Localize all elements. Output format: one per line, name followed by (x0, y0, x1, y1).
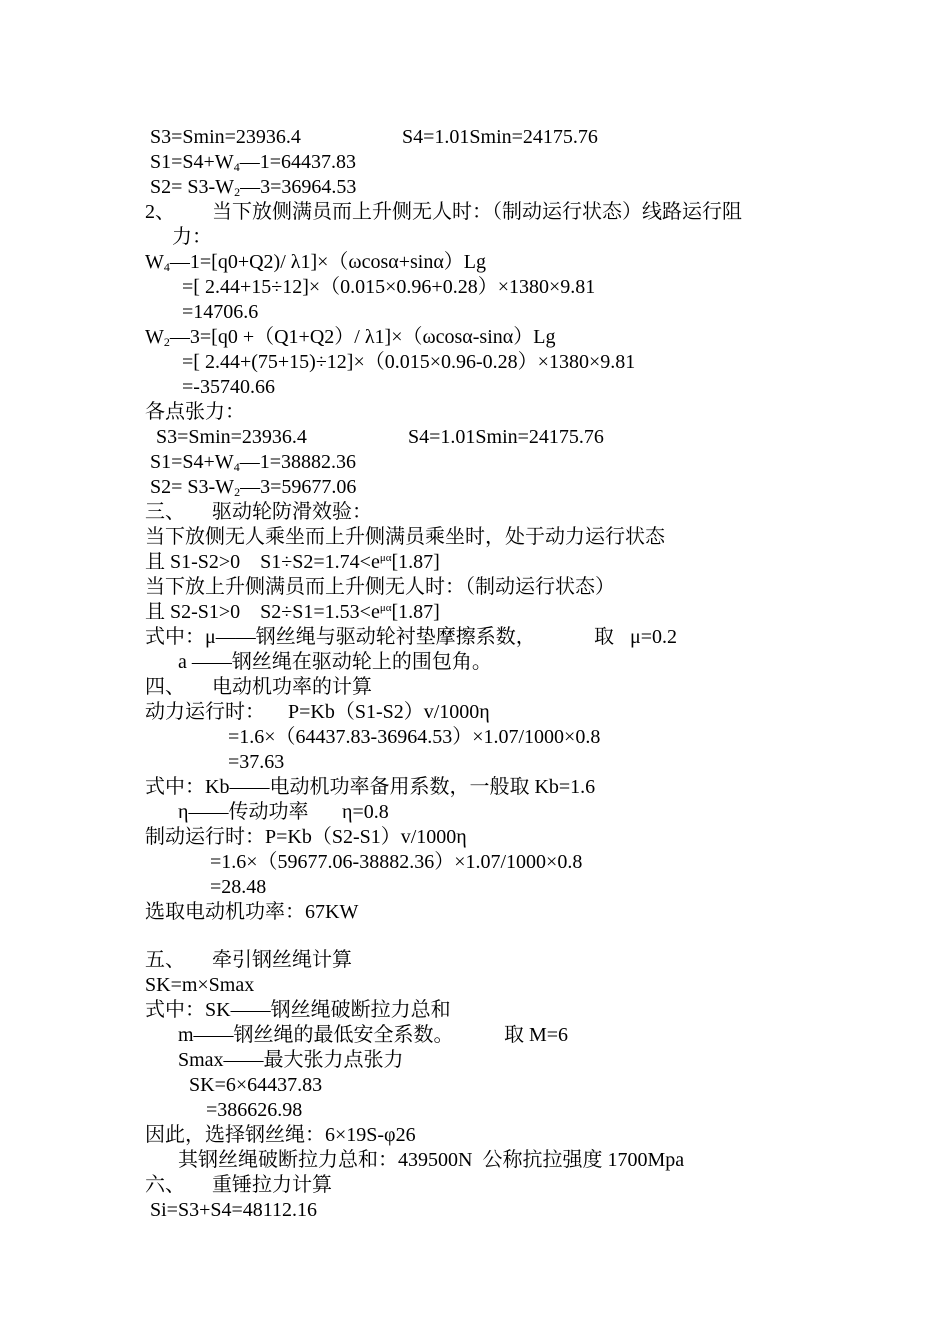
line-s3-smin-2: S3=Smin=23936.4 (156, 426, 307, 448)
line-s1-formula-2: $S1=S4+W_4—1=38882.36$ (150, 451, 356, 474)
line-power-run-substitution: =1.6×（64437.83-36964.53）×1.07/1000×0.8 (228, 726, 601, 748)
line-w2-result: =-35740.66 (182, 376, 275, 398)
line-w4-result: =14706.6 (182, 301, 259, 323)
line-m-definition: m——钢丝绳的最低安全系数。 (178, 1024, 454, 1046)
line-sk-result: =386626.98 (206, 1099, 303, 1121)
line-braking-state-heading: 当下放侧满员而上升侧无人时：（制动运行状态）线路运行阻 (212, 201, 742, 223)
line-kb-definition: 式中：Kb——电动机功率备用系数，一般取 Kb=1.6 (145, 776, 596, 798)
line-rope-selection: 因此，选择钢丝绳：6×19S-φ26 (145, 1124, 416, 1146)
line-sk-formula: SK=m×Smax (145, 974, 255, 996)
line-s1-formula: $S1=S4+W_4—1=64437.83$ (150, 151, 356, 174)
line-wrap-angle-definition: a ——钢丝绳在驱动轮上的围包角。 (178, 651, 492, 673)
line-power-run-label: 动力运行时： (145, 701, 265, 723)
section-heading-rope-calc: 牵引钢丝绳计算 (212, 949, 352, 971)
line-m-value: 取 M=6 (504, 1024, 569, 1046)
line-braking-state-heading-cont: 力： (172, 226, 212, 248)
line-w2-formula: $W_2—3=[q0 +(Q1+Q2)/$ λ1]×（ωcosα-sinα）Lg (145, 326, 556, 349)
line-s2-formula-2: $S2= S3-W_2—3=59677.06$ (150, 476, 357, 499)
line-w4-formula: $W_4—1=[q0+Q2)/$ λ1]×（ωcosα+sinα）Lg (145, 251, 487, 274)
line-si-formula: Si=S3+S4=48112.16 (150, 1199, 318, 1221)
line-s3-smin: S3=Smin=23936.4 (150, 126, 301, 148)
line-rope-breaking-force: 其钢丝绳破断拉力总和：439500N 公称抗拉强度 1700Mpa (178, 1149, 685, 1171)
line-w4-substitution: =[ 2.44+15÷12]×（0.015×0.96+0.28）×1380×9.81 (182, 276, 596, 298)
line-power-state-desc: 当下放侧无人乘坐而上升侧满员乘坐时，处于动力运行状态 (145, 526, 665, 548)
line-braking-state-desc: 当下放上升侧满员而上升侧无人时：（制动运行状态） (145, 576, 615, 598)
line-brake-run-formula: 制动运行时：P=Kb（S2-S1）v/1000η (145, 826, 467, 848)
section-heading-antislip: 驱动轮防滑效验： (212, 501, 372, 523)
line-smax-definition: Smax——最大张力点张力 (178, 1049, 404, 1071)
line-s4-smin-2: S4=1.01Smin=24175.76 (408, 426, 604, 448)
line-selected-motor-power: 选取电动机功率：67KW (145, 901, 359, 923)
line-power-run-formula: P=Kb（S1-S2）v/1000η (288, 701, 490, 723)
line-sk-definition: 式中：SK——钢丝绳破断拉力总和 (145, 999, 451, 1021)
line-s4-smin: S4=1.01Smin=24175.76 (402, 126, 598, 148)
section-number-3: 三、 (145, 501, 185, 523)
section-heading-motor-power: 电动机功率的计算 (212, 676, 372, 698)
line-mu-take: 取 (594, 626, 614, 648)
item-number-2: 2、 (145, 201, 175, 223)
line-sk-substitution: SK=6×64437.83 (189, 1074, 323, 1096)
section-number-5: 五、 (145, 949, 185, 971)
line-mu-value: μ=0.2 (630, 626, 678, 648)
section-heading-weight-tension: 重锤拉力计算 (212, 1174, 332, 1196)
line-eta-definition: η——传动功率 (178, 801, 309, 823)
line-w2-substitution: =[ 2.44+(75+15)÷12]×（0.015×0.96-0.28）×1380×9.81 (182, 351, 636, 373)
line-ratio-check-1: 且 S1-S2>0 $S1\div S2=1.74<e^{\mu\alpha}[1.87]$ (145, 551, 440, 573)
line-power-run-result: =37.63 (228, 751, 285, 773)
section-number-4: 四、 (145, 676, 185, 698)
line-eta-value: η=0.8 (342, 801, 389, 823)
line-ratio-check-2: 且 S2-S1>0 $S2\div S1=1.53<e^{\mu\alpha}[1.87]$ (145, 601, 440, 623)
line-tension-heading: 各点张力： (145, 401, 245, 423)
line-s2-formula: $S2= S3-W_2—3=36964.53$ (150, 176, 357, 199)
line-mu-definition: 式中：μ——钢丝绳与驱动轮衬垫摩擦系数， (145, 626, 536, 648)
section-number-6: 六、 (145, 1174, 185, 1196)
line-brake-run-substitution: =1.6×（59677.06-38882.36）×1.07/1000×0.8 (210, 851, 583, 873)
line-brake-run-result: =28.48 (210, 876, 267, 898)
